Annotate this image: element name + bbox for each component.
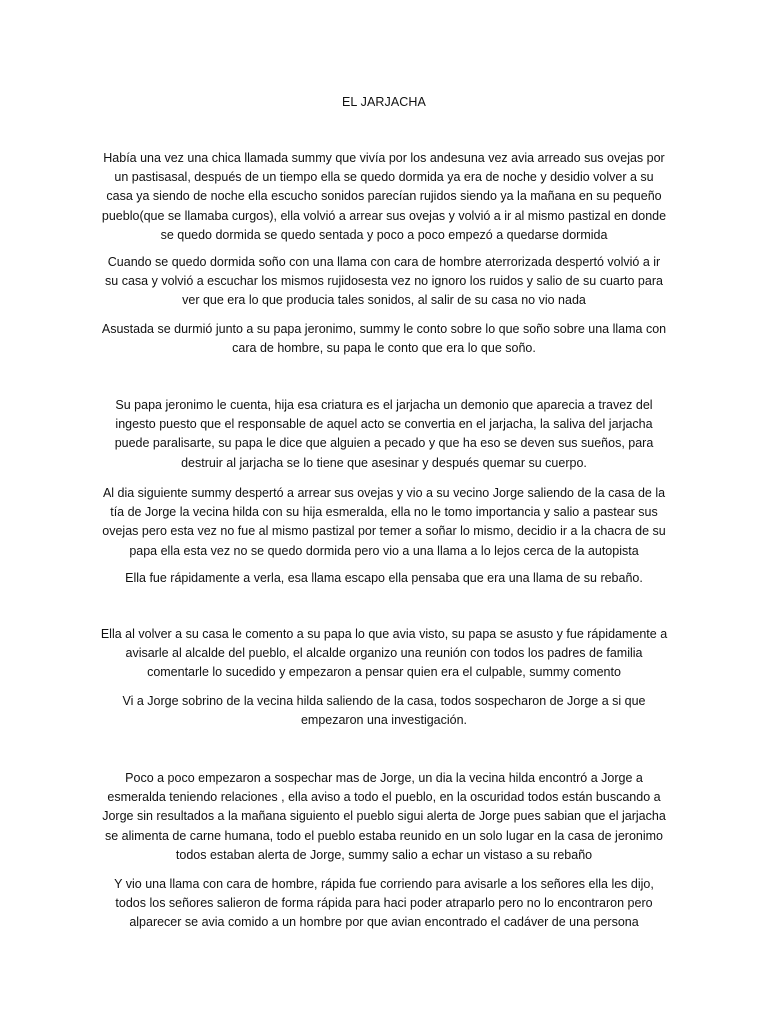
document-title: EL JARJACHA xyxy=(342,95,426,109)
paragraph-2: Cuando se quedo dormida soño con una llama con cara de hombre aterrorizada despertó volvió a ir su casa y volvió a escuchar los mismos rujidosesta vez no ignoro los ruidos y salio de su cuarto para ver que era lo que producia tales sonidos, al salir de su casa no vio nada xyxy=(105,255,663,308)
paragraph-6: Ella fue rápidamente a verla, esa llama escapo ella pensaba que era una llama de su rebaño. xyxy=(125,571,643,585)
paragraph-4: Su papa jeronimo le cuenta, hija esa criatura es el jarjacha un demonio que aparecia a travez del ingesto puesto que el responsable de aquel acto se convertia en el jarjacha, la saliva del jarjacha puede paralisarte, su papa le dice que alguien a pecado y que ha eso se deven sus sueños, para destruir al jarjacha se lo tiene que asesinar y después quemar su cuerpo. xyxy=(114,398,654,470)
paragraph-8: Vi a Jorge sobrino de la vecina hilda saliendo de la casa, todos sospecharon de Jorge a si que empezaron una investigación. xyxy=(122,694,646,728)
paragraph-5: Al dia siguiente summy despertó a arrear sus ovejas y vio a su vecino Jorge saliendo de la casa de la tía de Jorge la vecina hilda con su hija esmeralda, ella no le tomo importancia y salio a pastear sus ovejas pero esta vez no fue al mismo pastizal por temer a soñar lo mismo, decidio ir a la chacra de su papa ella esta vez no se quedo dormida pero vio a una llama a lo lejos cerca de la autopista xyxy=(102,486,666,558)
paragraph-9: Poco a poco empezaron a sospechar mas de Jorge, un dia la vecina hilda encontró a Jorge a esmeralda teniendo relaciones , ella aviso a todo el pueblo, en la oscuridad todos están buscando a Jorge sin resultados a la mañana siguiento el pueblo sigui alerta de Jorge pues sabian que el jarjacha se alimenta de carne humana, todo el pueblo estaba reunido en un solo lugar en la casa de jeronimo todos estaban alerta de Jorge, summy salio a echar un vistaso a su rebaño xyxy=(102,771,666,862)
paragraph-3: Asustada se durmió junto a su papa jeronimo, summy le conto sobre lo que soño sobre una llama con cara de hombre, su papa le conto que era lo que soño. xyxy=(101,322,667,356)
paragraph-7: Ella al volver a su casa le comento a su papa lo que avia visto, su papa se asusto y fue rápidamente a avisarle al alcalde del pueblo, el alcalde organizo una reunión con todos los padres de familia comentarle lo sucedido y empezaron a pensar quien era el culpable, summy comento xyxy=(100,627,668,680)
paragraph-1: Había una vez una chica llamada summy que vivía por los andesuna vez avia arreado sus ovejas por un pastisasal, después de un tiempo ella se quedo dormida ya era de noche y desidio volver a su casa ya siendo de noche ella escucho sonidos parecían rujidos siendo ya la mañana en su pequeño pueblo(que se llamaba curgos), ella volvió a arrear sus ovejas y volvió a ir al mismo pastizal en donde se quedo dormida se quedo sentada y poco a poco empezó a quedarse dormida xyxy=(101,151,667,242)
paragraph-10: Y vio una llama con cara de hombre, rápida fue corriendo para avisarle a los señores ella les dijo, todos los señores salieron de forma rápida para haci poder atraparlo pero no lo encontraron pero alparecer se avia comido a un hombre por que avian encontrado el cadáver de una persona xyxy=(114,877,654,930)
